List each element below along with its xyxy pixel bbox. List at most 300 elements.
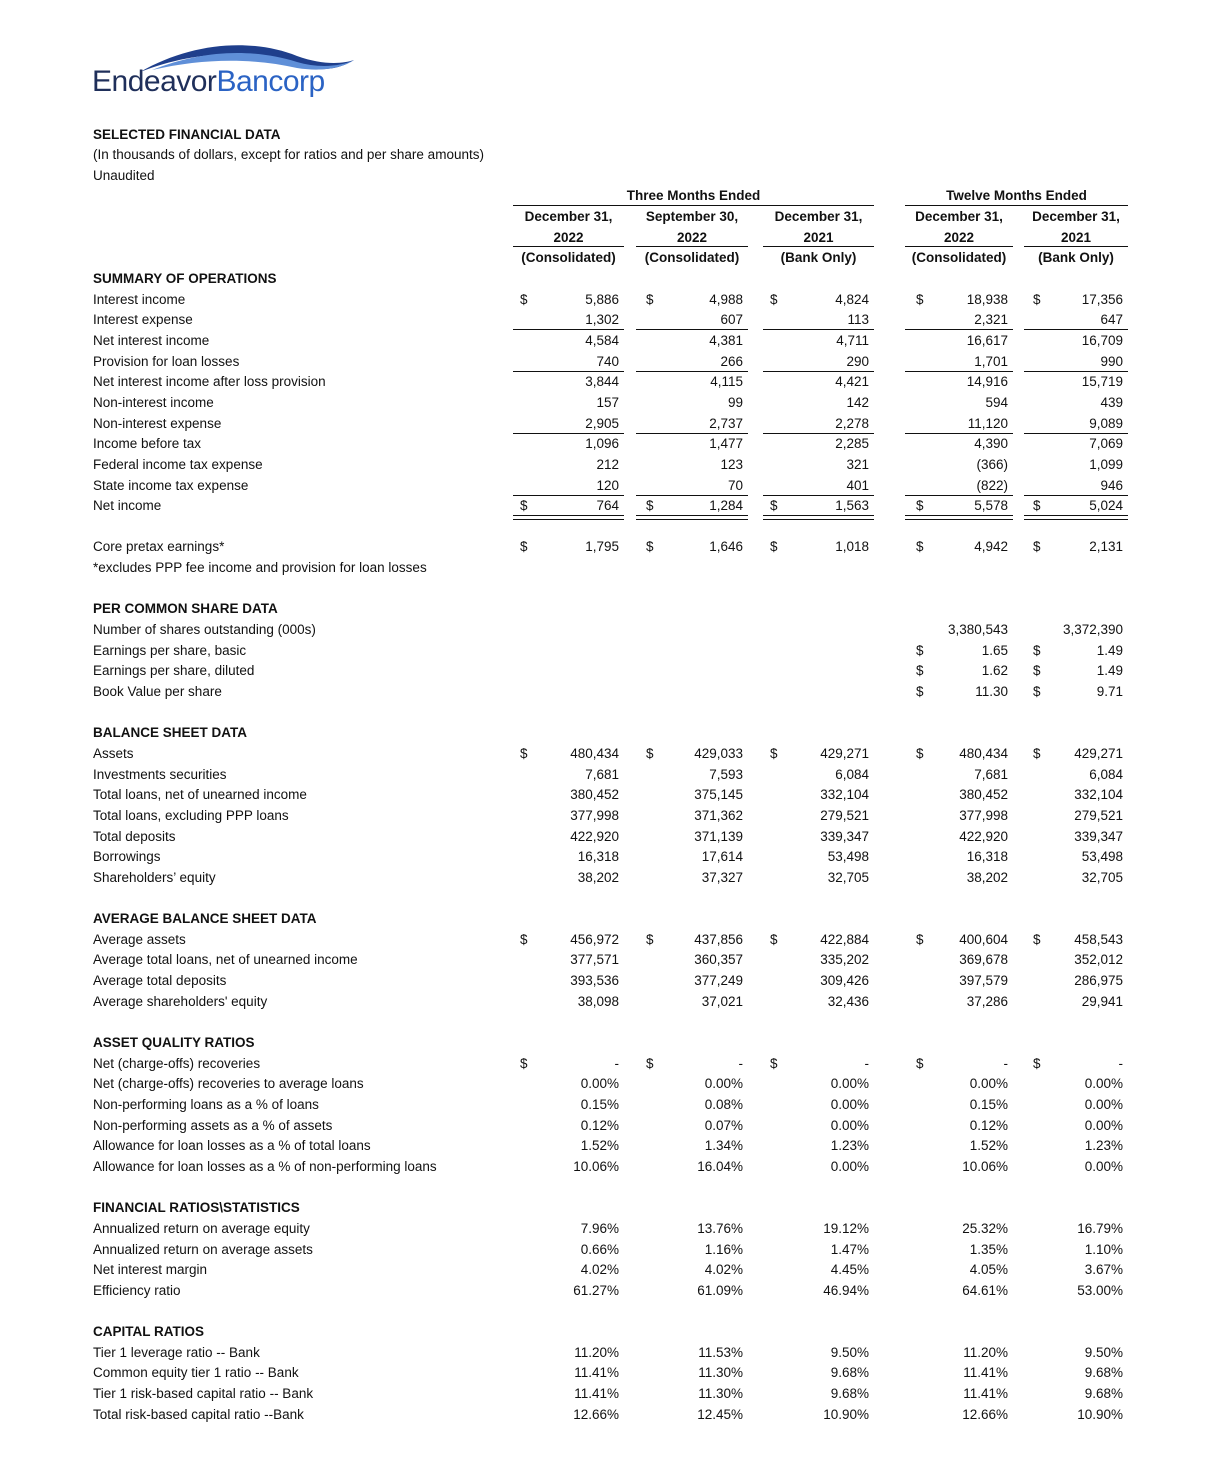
total-double-rule	[636, 515, 748, 520]
table-cell: 4,115	[710, 374, 743, 390]
table-cell: 309,426	[820, 973, 869, 989]
table-cell: 990	[1100, 353, 1123, 369]
table-cell: 764	[596, 498, 619, 514]
company-logo	[92, 64, 325, 100]
table-cell: 4,988	[709, 291, 743, 307]
table-cell: 458,543	[1074, 931, 1123, 947]
table-cell: 480,434	[959, 745, 1008, 761]
row-label: Efficiency ratio	[93, 1282, 181, 1298]
total-double-rule	[905, 515, 1013, 520]
column-header-year: 2021	[1060, 230, 1092, 245]
table-cell: 4.05%	[969, 1262, 1008, 1278]
column-header-date: December 31,	[524, 209, 613, 224]
row-label: Number of shares outstanding (000s)	[93, 622, 316, 638]
table-cell: 9.68%	[830, 1365, 869, 1381]
table-cell: 11.30%	[698, 1386, 743, 1402]
table-cell: 64.61%	[962, 1282, 1008, 1298]
table-cell: 279,521	[1074, 807, 1123, 823]
currency-symbol: $	[520, 931, 528, 947]
column-group-twelve-months: Twelve Months Ended	[946, 188, 1087, 203]
row-label: Net income	[93, 498, 162, 514]
row-label: Annualized return on average assets	[93, 1241, 313, 1257]
total-double-rule	[763, 515, 874, 520]
section-heading: ASSET QUALITY RATIOS	[93, 1035, 255, 1051]
currency-symbol: $	[916, 931, 924, 947]
table-cell: 7,069	[1089, 436, 1123, 452]
table-cell: 120	[596, 477, 619, 493]
table-cell: 1,646	[709, 539, 743, 555]
currency-symbol: $	[520, 539, 528, 555]
table-cell: 375,145	[694, 787, 743, 803]
currency-symbol: $	[1033, 684, 1041, 699]
table-cell: 19.12%	[823, 1220, 869, 1236]
table-cell: 371,139	[694, 828, 743, 844]
table-cell: 0.00%	[830, 1097, 869, 1112]
currency-symbol: $	[1033, 539, 1041, 555]
table-cell: 401	[846, 477, 869, 493]
table-cell: 17,356	[1081, 291, 1123, 307]
table-cell: 377,998	[570, 807, 619, 823]
table-cell: -	[738, 1055, 743, 1071]
row-label: Income before tax	[93, 436, 202, 452]
table-cell: 37,286	[966, 993, 1008, 1009]
row-label: Non-performing assets as a % of assets	[93, 1117, 333, 1133]
row-label: Earnings per share, basic	[93, 642, 247, 658]
table-cell: 10.06%	[962, 1158, 1008, 1174]
column-header-date: December 31,	[915, 209, 1003, 224]
table-cell: 3.67%	[1084, 1262, 1123, 1278]
table-cell: 32,705	[827, 869, 869, 885]
table-cell: 142	[846, 394, 869, 410]
column-header-year: 2022	[676, 230, 708, 245]
row-label: Investments securities	[93, 766, 227, 782]
row-label: Tier 1 leverage ratio -- Bank	[93, 1344, 260, 1360]
table-cell: 321	[846, 456, 869, 472]
currency-symbol: $	[770, 498, 778, 514]
table-cell: 0.00%	[1084, 1158, 1123, 1174]
table-cell: 286,975	[1074, 973, 1123, 989]
column-group-three-months: Three Months Ended	[626, 188, 761, 203]
table-cell: 15,719	[1081, 374, 1123, 390]
table-cell: 10.90%	[1077, 1406, 1123, 1422]
row-label: Net (charge-offs) recoveries to average loans	[93, 1076, 364, 1092]
table-cell: 400,604	[959, 931, 1008, 947]
table-cell: 393,536	[570, 973, 619, 989]
table-cell: 70	[727, 477, 743, 493]
table-cell: 380,452	[959, 787, 1008, 803]
row-label: Interest income	[93, 291, 186, 307]
table-cell: 4,584	[585, 332, 619, 348]
row-label: Provision for loan losses	[93, 353, 240, 369]
table-cell: 439	[1100, 394, 1123, 410]
table-cell: 7,681	[585, 766, 619, 782]
table-cell: 0.15%	[969, 1097, 1008, 1112]
unaudited-note: Unaudited	[93, 168, 155, 183]
table-cell: 11.41%	[574, 1386, 619, 1402]
table-cell: 37,327	[701, 869, 743, 885]
table-cell: 53.00%	[1077, 1282, 1123, 1298]
table-cell: 1.10%	[1084, 1241, 1123, 1257]
row-label: Net interest income after loss provision	[93, 374, 326, 390]
row-label: Annualized return on average equity	[93, 1220, 310, 1236]
table-cell: 11.41%	[963, 1365, 1008, 1381]
currency-symbol: $	[646, 498, 654, 514]
table-cell: 25.32%	[962, 1220, 1008, 1236]
table-cell: 1.52%	[969, 1138, 1008, 1154]
table-cell: 429,271	[1074, 745, 1123, 761]
currency-symbol: $	[770, 291, 778, 307]
column-group-rule	[905, 205, 1128, 206]
row-label: Core pretax earnings*	[93, 539, 225, 555]
table-cell: 4.45%	[830, 1262, 869, 1278]
currency-symbol: $	[770, 745, 778, 761]
table-cell: 9.68%	[1084, 1365, 1123, 1381]
column-header-date: December 31,	[1032, 209, 1120, 224]
section-heading: FINANCIAL RATIOS\STATISTICS	[93, 1200, 300, 1216]
table-cell: 11.20%	[963, 1344, 1008, 1360]
table-cell: 1,563	[835, 498, 869, 514]
table-cell: 29,941	[1081, 993, 1123, 1009]
table-cell: 32,436	[827, 993, 869, 1009]
table-cell: 9,089	[1089, 415, 1123, 431]
table-cell: 16.79%	[1077, 1220, 1123, 1236]
currency-symbol: $	[916, 642, 924, 658]
table-cell: 11.53%	[698, 1344, 743, 1360]
table-cell: 99	[727, 394, 743, 410]
currency-symbol: $	[770, 1055, 778, 1071]
table-cell: 113	[847, 312, 869, 328]
table-cell: 1.16%	[704, 1241, 743, 1257]
table-cell: 1,096	[585, 436, 619, 452]
table-cell: 1.23%	[1084, 1138, 1123, 1154]
currency-symbol: $	[1033, 642, 1041, 658]
table-cell: 2,321	[974, 312, 1008, 328]
table-cell: 0.00%	[1084, 1097, 1123, 1112]
row-label: Net interest margin	[93, 1262, 208, 1278]
table-cell: 0.00%	[704, 1076, 743, 1092]
row-label: State income tax expense	[93, 477, 249, 493]
table-cell: 360,357	[694, 952, 743, 968]
table-cell: 10.90%	[823, 1406, 869, 1422]
currency-symbol: $	[916, 745, 924, 761]
row-label: Average total deposits	[93, 973, 227, 989]
column-header-rule	[763, 246, 874, 247]
column-header-year: 2021	[803, 230, 834, 245]
currency-symbol: $	[520, 291, 528, 307]
table-cell: 2,278	[835, 415, 869, 431]
table-cell: 11.41%	[574, 1365, 619, 1381]
column-header-basis: (Consolidated)	[521, 250, 616, 265]
page-title: SELECTED FINANCIAL DATA	[93, 127, 281, 142]
table-cell: 437,856	[694, 931, 743, 947]
row-label: Interest expense	[93, 312, 193, 328]
table-cell: 9.68%	[1084, 1386, 1123, 1402]
table-cell: 9.68%	[830, 1386, 869, 1402]
table-cell: 0.15%	[580, 1097, 619, 1112]
column-header-date: September 30,	[645, 209, 739, 224]
table-cell: 594	[985, 394, 1008, 410]
currency-symbol: $	[646, 291, 654, 307]
table-cell: 1.65	[981, 642, 1008, 658]
table-cell: 53,498	[827, 849, 869, 865]
table-cell: -	[1003, 1055, 1008, 1071]
row-label: Shareholders’ equity	[93, 869, 216, 885]
table-cell: 18,938	[966, 291, 1008, 307]
table-cell: 38,202	[577, 869, 619, 885]
row-label: Assets	[93, 745, 134, 761]
table-cell: 377,249	[694, 973, 743, 989]
table-cell: 212	[596, 456, 619, 472]
total-double-rule	[1024, 515, 1128, 520]
table-cell: 3,844	[585, 374, 619, 390]
table-cell: 4.02%	[704, 1262, 743, 1278]
table-cell: 0.00%	[1084, 1076, 1123, 1092]
row-label: Total risk-based capital ratio --Bank	[93, 1406, 304, 1422]
table-cell: 480,434	[570, 745, 619, 761]
table-cell: (366)	[976, 456, 1008, 472]
table-cell: -	[1118, 1055, 1123, 1071]
table-cell: 422,920	[959, 828, 1008, 844]
table-cell: 0.08%	[704, 1097, 743, 1112]
currency-symbol: $	[916, 498, 924, 514]
table-cell: 11.20%	[574, 1344, 619, 1360]
row-label: Allowance for loan losses as a % of total loans	[93, 1138, 371, 1154]
table-cell: 429,271	[820, 745, 869, 761]
column-header-rule	[513, 246, 624, 247]
currency-symbol: $	[770, 539, 778, 555]
currency-symbol: $	[916, 684, 924, 699]
row-label: Non-interest expense	[93, 415, 222, 431]
table-cell: 429,033	[694, 745, 743, 761]
column-header-basis: (Bank Only)	[1038, 250, 1114, 265]
table-cell: 339,347	[1074, 828, 1123, 844]
currency-symbol: $	[916, 1055, 924, 1071]
table-cell: 279,521	[820, 807, 869, 823]
table-cell: 339,347	[820, 828, 869, 844]
currency-symbol: $	[646, 931, 654, 947]
total-double-rule	[513, 515, 624, 520]
logo-part-bancorp: Bancorp	[216, 65, 325, 98]
table-cell: 0.66%	[580, 1241, 619, 1257]
table-cell: 352,012	[1074, 952, 1123, 968]
section-heading: CAPITAL RATIOS	[93, 1324, 204, 1340]
row-label: Allowance for loan losses as a % of non-performing loans	[93, 1158, 437, 1174]
table-cell: 12.66%	[573, 1406, 619, 1422]
table-cell: 2,905	[585, 415, 619, 431]
table-cell: 1.34%	[704, 1138, 743, 1154]
table-cell: 61.09%	[697, 1282, 743, 1298]
row-label: Total deposits	[93, 828, 176, 844]
column-header-basis: (Consolidated)	[644, 250, 740, 265]
column-header-year: 2022	[943, 230, 975, 245]
row-label: Book Value per share	[93, 684, 222, 699]
table-cell: 377,571	[570, 952, 619, 968]
table-cell: 32,705	[1081, 869, 1123, 885]
table-cell: 3,380,543	[947, 622, 1008, 638]
table-cell: 4,390	[974, 436, 1008, 452]
table-cell: 1,018	[835, 539, 869, 555]
table-cell: 4,824	[835, 291, 869, 307]
table-cell: 4,711	[836, 332, 869, 348]
table-cell: 1.35%	[969, 1241, 1008, 1257]
table-cell: 607	[720, 312, 743, 328]
table-cell: 371,362	[694, 807, 743, 823]
currency-symbol: $	[1033, 291, 1041, 307]
table-cell: 0.00%	[830, 1117, 869, 1133]
table-cell: 1,795	[585, 539, 619, 555]
section-heading: AVERAGE BALANCE SHEET DATA	[93, 911, 317, 927]
table-cell: 2,737	[709, 415, 743, 431]
table-cell: (822)	[976, 477, 1008, 493]
table-cell: 0.00%	[1084, 1117, 1123, 1133]
row-label: Average shareholders' equity	[93, 993, 268, 1009]
row-label: Net interest income	[93, 332, 210, 348]
table-cell: 397,579	[959, 973, 1008, 989]
table-cell: 11,120	[967, 415, 1008, 431]
table-cell: 16,709	[1081, 332, 1123, 348]
table-cell: 4,421	[835, 374, 869, 390]
table-cell: 6,084	[1089, 766, 1123, 782]
table-cell: 16,617	[966, 332, 1008, 348]
table-cell: 2,131	[1089, 539, 1123, 555]
table-cell: 6,084	[835, 766, 869, 782]
table-cell: 0.12%	[969, 1117, 1008, 1133]
table-cell: 422,920	[570, 828, 619, 844]
table-cell: 157	[596, 394, 619, 410]
table-cell: 2,285	[835, 436, 869, 452]
currency-symbol: $	[520, 745, 528, 761]
table-cell: 7,593	[709, 766, 743, 782]
row-label: Borrowings	[93, 849, 161, 865]
row-label: Net (charge-offs) recoveries	[93, 1055, 261, 1071]
table-cell: 4,381	[709, 332, 743, 348]
row-label: Tier 1 risk-based capital ratio -- Bank	[93, 1386, 314, 1402]
table-cell: 9.71	[1096, 684, 1123, 699]
table-cell: 422,884	[820, 931, 869, 947]
table-cell: 0.00%	[830, 1158, 869, 1174]
table-cell: 38,098	[577, 993, 619, 1009]
table-cell: 37,021	[701, 993, 743, 1009]
column-header-rule	[636, 246, 748, 247]
currency-symbol: $	[1033, 663, 1041, 679]
table-cell: -	[614, 1055, 619, 1071]
table-cell: 11.41%	[963, 1386, 1008, 1402]
table-cell: 9.50%	[830, 1344, 869, 1360]
table-cell: 7,681	[974, 766, 1008, 782]
table-cell: 1,284	[709, 498, 743, 514]
table-cell: 0.07%	[704, 1117, 743, 1133]
table-cell: 1,302	[585, 312, 619, 328]
table-cell: 17,614	[701, 849, 743, 865]
row-label: *excludes PPP fee income and provision for loan losses	[93, 560, 427, 576]
column-header-rule	[905, 246, 1013, 247]
column-header-basis: (Bank Only)	[780, 250, 857, 265]
currency-symbol: $	[916, 291, 924, 307]
row-label: Non-interest income	[93, 394, 214, 410]
column-group-rule	[513, 205, 874, 206]
table-cell: 11.30	[975, 684, 1008, 699]
table-cell: 290	[846, 353, 869, 369]
table-cell: 4.02%	[580, 1262, 619, 1278]
section-heading: PER COMMON SHARE DATA	[93, 601, 278, 617]
section-heading: SUMMARY OF OPERATIONS	[93, 271, 277, 286]
table-cell: 0.00%	[580, 1076, 619, 1092]
table-cell: 369,678	[959, 952, 1008, 968]
table-cell: 13.76%	[697, 1220, 743, 1236]
table-cell: 16.04%	[697, 1158, 743, 1174]
table-cell: 61.27%	[573, 1282, 619, 1298]
table-cell: 456,972	[570, 931, 619, 947]
currency-symbol: $	[1033, 1055, 1041, 1071]
table-cell: 14,916	[966, 374, 1008, 390]
currency-symbol: $	[646, 1055, 654, 1071]
table-cell: 1.62	[981, 663, 1008, 679]
table-cell: 10.06%	[573, 1158, 619, 1174]
row-label: Earnings per share, diluted	[93, 663, 255, 679]
row-label: Federal income tax expense	[93, 456, 263, 472]
currency-symbol: $	[1033, 931, 1041, 947]
section-heading: BALANCE SHEET DATA	[93, 725, 247, 741]
table-cell: 5,024	[1089, 498, 1123, 514]
table-cell: 7.96%	[580, 1220, 619, 1236]
row-label: Average total loans, net of unearned income	[93, 952, 358, 968]
table-cell: 1.47%	[830, 1241, 869, 1257]
currency-symbol: $	[1033, 745, 1041, 761]
table-cell: 335,202	[820, 952, 869, 968]
table-cell: 647	[1100, 312, 1123, 328]
page-subtitle: (In thousands of dollars, except for ratios and per share amounts)	[93, 147, 484, 162]
table-cell: 5,578	[974, 498, 1008, 514]
currency-symbol: $	[1033, 498, 1041, 514]
row-label: Average assets	[93, 931, 186, 947]
table-cell: 3,372,390	[1062, 622, 1123, 638]
currency-symbol: $	[520, 498, 528, 514]
column-header-year: 2022	[553, 230, 584, 245]
table-cell: 12.45%	[697, 1406, 743, 1422]
table-cell: 380,452	[570, 787, 619, 803]
table-cell: 1,477	[709, 436, 743, 452]
row-label: Total loans, net of unearned income	[93, 787, 307, 803]
table-cell: 16,318	[577, 849, 619, 865]
table-cell: 266	[720, 353, 743, 369]
row-label: Total loans, excluding PPP loans	[93, 807, 289, 823]
currency-symbol: $	[520, 1055, 528, 1071]
logo-part-endeavor: Endeavor	[92, 65, 217, 98]
table-cell: 12.66%	[962, 1406, 1008, 1422]
currency-symbol: $	[646, 539, 654, 555]
table-cell: 740	[596, 353, 619, 369]
column-header-basis: (Consolidated)	[911, 250, 1007, 265]
table-cell: 1.23%	[830, 1138, 869, 1154]
table-cell: 1.49	[1096, 663, 1123, 679]
table-cell: 332,104	[1074, 787, 1123, 803]
table-cell: 53,498	[1081, 849, 1123, 865]
currency-symbol: $	[916, 663, 924, 679]
currency-symbol: $	[916, 539, 924, 555]
table-cell: 0.12%	[580, 1117, 619, 1133]
table-cell: 5,886	[585, 291, 619, 307]
table-cell: 38,202	[966, 869, 1008, 885]
table-cell: 123	[720, 456, 743, 472]
table-cell: 4,942	[974, 539, 1008, 555]
row-label: Common equity tier 1 ratio -- Bank	[93, 1365, 299, 1381]
table-cell: 332,104	[820, 787, 869, 803]
table-cell: 9.50%	[1084, 1344, 1123, 1360]
column-header-date: December 31,	[774, 209, 863, 224]
table-cell: 11.30%	[698, 1365, 743, 1381]
table-cell: 1.52%	[580, 1138, 619, 1154]
currency-symbol: $	[770, 931, 778, 947]
